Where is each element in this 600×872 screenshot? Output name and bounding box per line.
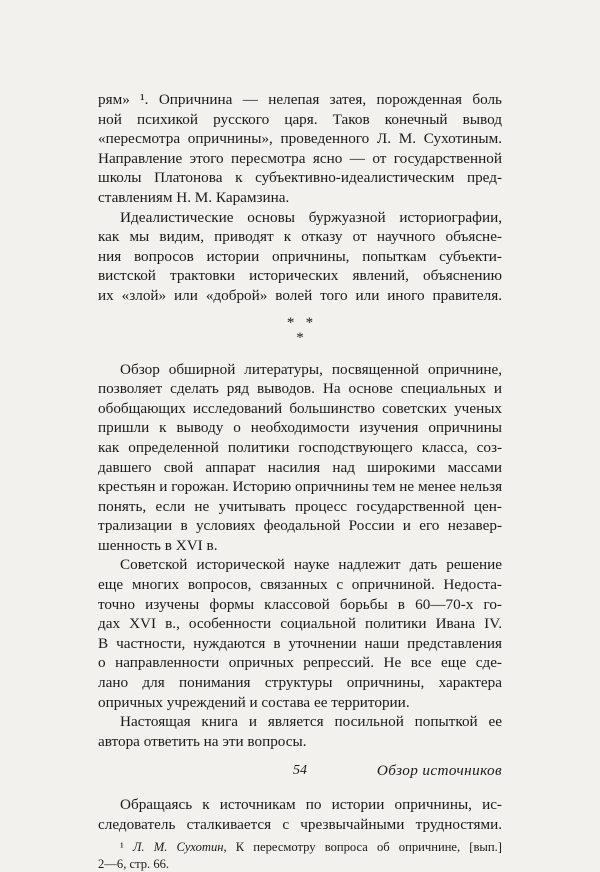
footnote-marker: ¹ [120, 840, 124, 855]
text-line: о направленности опричных репрессий. Не все еще сде- [98, 654, 502, 672]
text-line: как мы видим, приводят к отказу от научного объясне- [98, 228, 502, 246]
text-line: Идеалистические основы буржуазной историографии, [120, 208, 502, 226]
text-line: Обращаясь к источникам по истории опричнины, ис- [120, 796, 502, 813]
page-body [98, 90, 502, 872]
text-line: ставлениям Н. М. Карамзина. [98, 188, 290, 206]
paragraph-5 [98, 712, 502, 751]
text-line: еще многих вопросов, связанных с опричниной. Недоста- [98, 576, 502, 594]
text-line: вистской трактовки исторических явлений, объяснению [98, 267, 502, 285]
text-line: В частности, нуждаются в уточнении наши представления [98, 634, 502, 652]
text-line: давшего свой аппарат насилия над широкими массами [98, 458, 502, 476]
text-line: их «злой» или «доброй» волей того или иного правителя. [98, 286, 502, 304]
section-heading: Обзор источников [376, 762, 502, 780]
text-line: лано для понимания структуры опричнины, характера [98, 674, 502, 692]
text-line: следователь сталкивается с чрезвычайными трудностями. [98, 815, 502, 833]
section-separator [98, 316, 502, 346]
paragraph-6 [98, 795, 502, 834]
text-line: позволяет сделать ряд выводов. На основе специальных и [98, 380, 502, 398]
separator-row: * [296, 329, 304, 346]
text-line: школы Платонова к субъективно-идеалистическим пред- [98, 169, 502, 187]
footnote-text: К пересмотру вопроса об опричнине, [вып.] [235, 840, 502, 855]
paragraph-3 [98, 360, 502, 556]
text-line: точно изучены формы классовой борьбы в 60—70-х го- [98, 595, 502, 613]
text-line: Настоящая книга и является посильной попыткой ее [120, 713, 502, 731]
text-line: крестьян и горожан. Историю опричнины тем не менее нельзя [98, 478, 503, 496]
footnote-line: 2—6, стр. 66. [98, 856, 170, 871]
footnote [98, 839, 502, 872]
text-line: ной психикой русского царя. Таков конечный вывод [98, 110, 502, 128]
separator-row: * * [286, 314, 314, 331]
text-line: Советской исторической науке надлежит дать решение [120, 556, 502, 574]
text-line: Обзор обширной литературы, посвященной опричнине, [120, 360, 502, 378]
footnote-author: Л. М. Сухотин, [132, 840, 227, 855]
paragraph-1 [98, 90, 502, 208]
text-line: рям» ¹. Опричнина — нелепая затея, порожденная боль [98, 91, 502, 108]
text-line: «пересмотра опричнины», проведенного Л. М. Сухотиным. [98, 130, 502, 148]
text-line: трализации в условиях феодальной России и его незавер- [98, 517, 502, 535]
text-line: обобщающих исследований большинство советских ученых [98, 399, 502, 417]
paragraph-4 [98, 555, 502, 712]
footnote-line [98, 839, 502, 856]
text-line: понять, если не учитывать процесс государственной цен- [98, 497, 502, 515]
text-line: пришли к выводу о необходимости изучения опричнины [98, 419, 502, 437]
text-line: опричных учреждений и состава ее территории. [98, 693, 410, 711]
page-number: 54 [293, 763, 307, 778]
text-line: дах XVI в., особенности социальной политики Ивана IV. [98, 615, 502, 633]
text-line: Направление этого пересмотра ясно — от государственной [98, 149, 502, 167]
text-line: автора ответить на эти вопросы. [98, 732, 307, 750]
paragraph-2 [98, 208, 502, 306]
text-line: как определенной политики господствующего класса, соз- [98, 438, 502, 456]
text-line: шенность в XVI в. [98, 536, 218, 554]
text-line: ния вопросов истории опричнины, попыткам субъекти- [98, 247, 502, 265]
